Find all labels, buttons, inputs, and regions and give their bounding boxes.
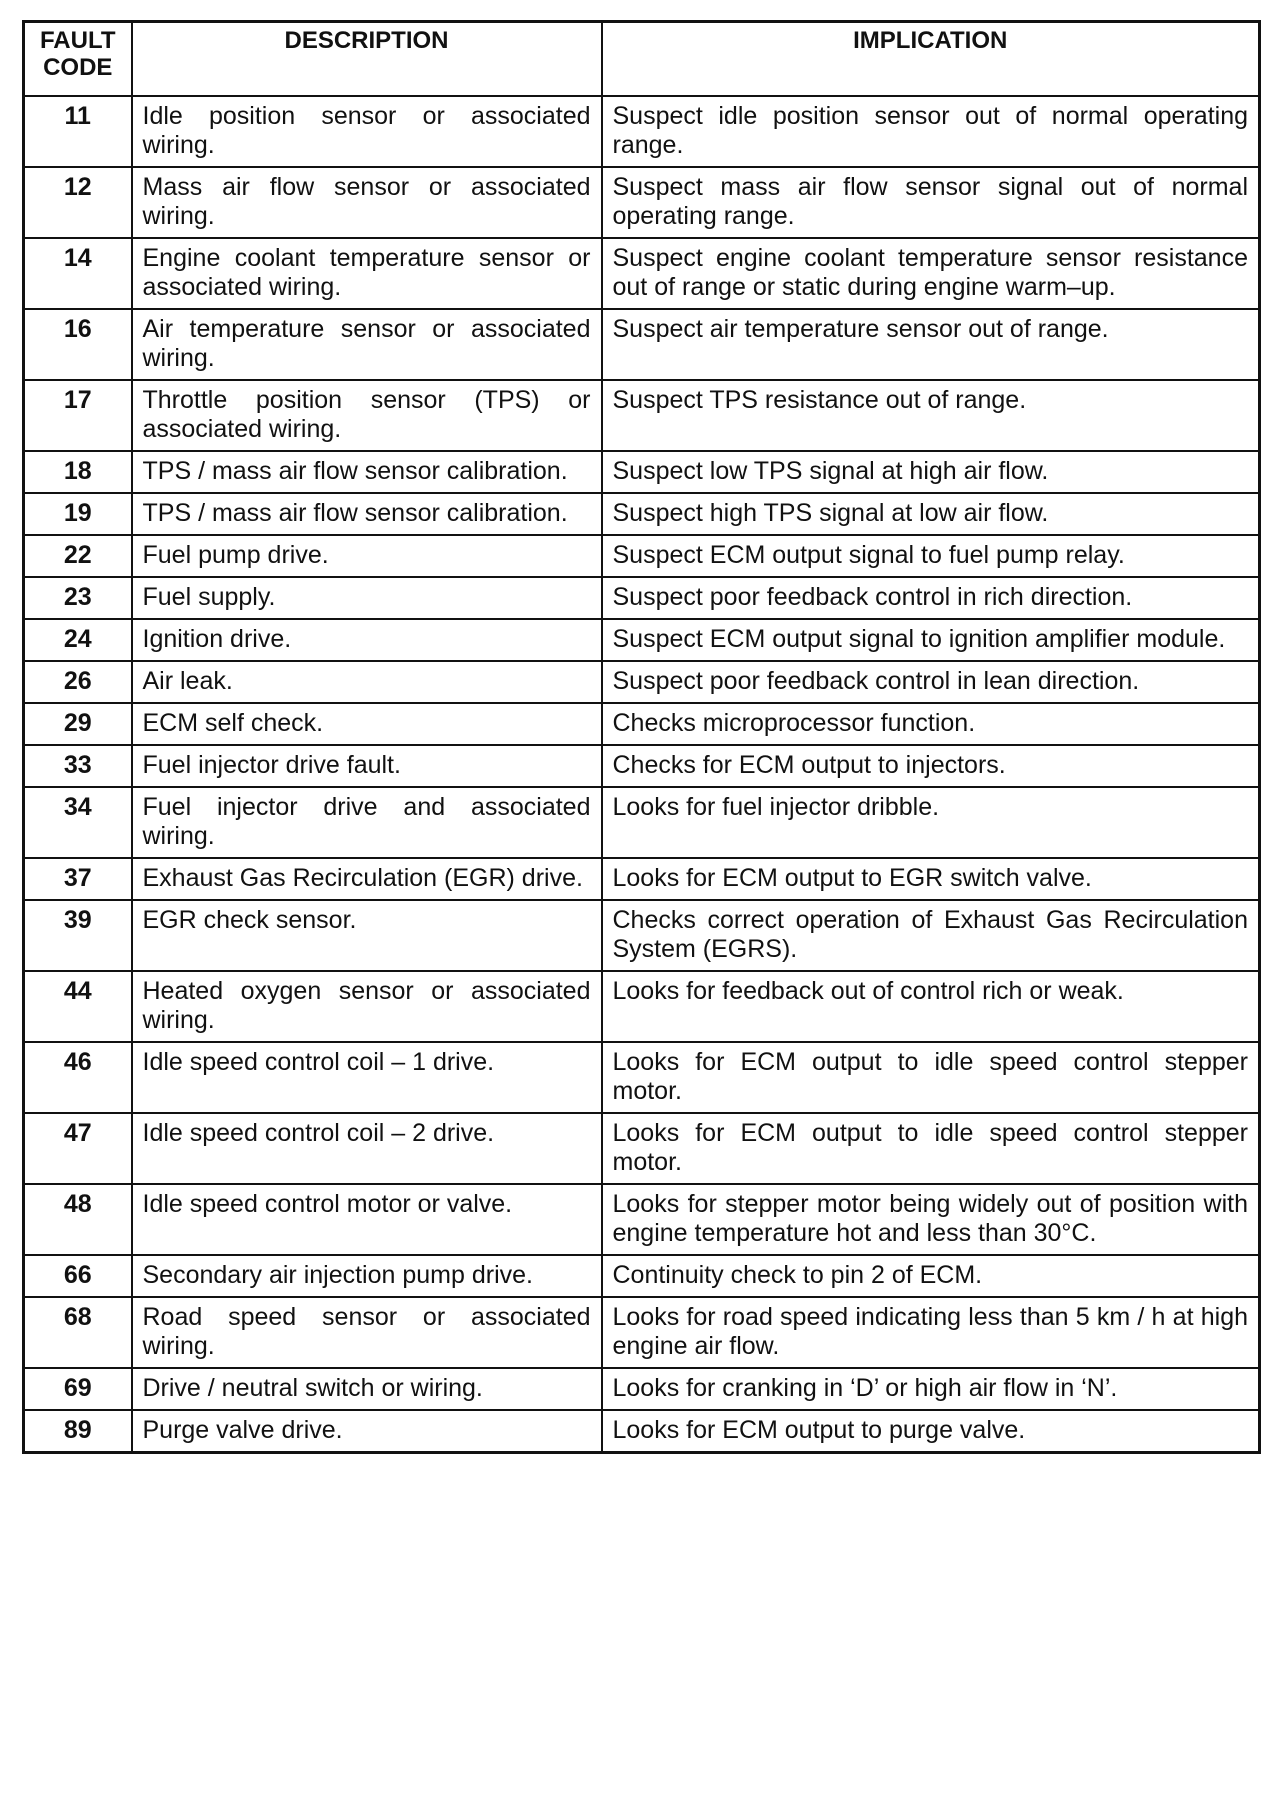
table-row bbox=[24, 900, 1260, 971]
fault-code-cell: 19 bbox=[24, 493, 132, 535]
implication-cell: Suspect idle position sensor out of normal operating range. bbox=[602, 96, 1260, 167]
fault-code-cell: 26 bbox=[24, 661, 132, 703]
description-cell: Air leak. bbox=[132, 661, 602, 703]
table-row bbox=[24, 745, 1260, 787]
implication-cell: Suspect ECM output signal to fuel pump relay. bbox=[602, 535, 1260, 577]
fault-code-header bbox=[24, 22, 132, 97]
description-cell: EGR check sensor. bbox=[132, 900, 602, 971]
table-header-row bbox=[24, 22, 1260, 97]
description-cell: Road speed sensor or associated wiring. bbox=[132, 1297, 602, 1368]
table-row bbox=[24, 96, 1260, 167]
fault-code-cell: 16 bbox=[24, 309, 132, 380]
description-header: DESCRIPTION bbox=[132, 22, 602, 97]
description-cell: Idle position sensor or associated wiring. bbox=[132, 96, 602, 167]
implication-cell: Looks for ECM output to EGR switch valve. bbox=[602, 858, 1260, 900]
implication-cell: Checks correct operation of Exhaust Gas Recirculation System (EGRS). bbox=[602, 900, 1260, 971]
description-cell: Ignition drive. bbox=[132, 619, 602, 661]
description-cell: Mass air flow sensor or associated wiring. bbox=[132, 167, 602, 238]
fault-code-cell: 37 bbox=[24, 858, 132, 900]
fault-code-header-line1: FAULT bbox=[39, 27, 116, 54]
implication-cell: Suspect poor feedback control in lean direction. bbox=[602, 661, 1260, 703]
table-row bbox=[24, 661, 1260, 703]
implication-cell: Looks for ECM output to purge valve. bbox=[602, 1410, 1260, 1453]
description-cell: Secondary air injection pump drive. bbox=[132, 1255, 602, 1297]
implication-cell: Suspect high TPS signal at low air flow. bbox=[602, 493, 1260, 535]
implication-cell: Looks for fuel injector dribble. bbox=[602, 787, 1260, 858]
table-row bbox=[24, 1368, 1260, 1410]
description-cell: Throttle position sensor (TPS) or associated wiring. bbox=[132, 380, 602, 451]
fault-code-rows bbox=[24, 96, 1260, 1453]
description-cell: Idle speed control coil – 2 drive. bbox=[132, 1113, 602, 1184]
fault-code-cell: 12 bbox=[24, 167, 132, 238]
table-row bbox=[24, 1255, 1260, 1297]
description-cell: ECM self check. bbox=[132, 703, 602, 745]
implication-header: IMPLICATION bbox=[602, 22, 1260, 97]
table-row bbox=[24, 493, 1260, 535]
description-cell: Fuel injector drive and associated wiring. bbox=[132, 787, 602, 858]
fault-code-cell: 34 bbox=[24, 787, 132, 858]
implication-cell: Suspect engine coolant temperature sensor resistance out of range or static during engine warm–up. bbox=[602, 238, 1260, 309]
implication-cell: Suspect ECM output signal to ignition amplifier module. bbox=[602, 619, 1260, 661]
implication-cell: Looks for feedback out of control rich or weak. bbox=[602, 971, 1260, 1042]
description-cell: TPS / mass air flow sensor calibration. bbox=[132, 451, 602, 493]
description-cell: Air temperature sensor or associated wiring. bbox=[132, 309, 602, 380]
table-row bbox=[24, 1410, 1260, 1453]
fault-code-cell: 46 bbox=[24, 1042, 132, 1113]
fault-code-cell: 66 bbox=[24, 1255, 132, 1297]
table-row bbox=[24, 167, 1260, 238]
implication-cell: Checks microprocessor function. bbox=[602, 703, 1260, 745]
implication-cell: Looks for ECM output to idle speed control stepper motor. bbox=[602, 1042, 1260, 1113]
table-row bbox=[24, 1184, 1260, 1255]
description-cell: Fuel pump drive. bbox=[132, 535, 602, 577]
description-cell: Heated oxygen sensor or associated wiring. bbox=[132, 971, 602, 1042]
table-row bbox=[24, 380, 1260, 451]
fault-code-cell: 22 bbox=[24, 535, 132, 577]
table-row bbox=[24, 577, 1260, 619]
table-row bbox=[24, 535, 1260, 577]
fault-code-cell: 69 bbox=[24, 1368, 132, 1410]
fault-code-cell: 29 bbox=[24, 703, 132, 745]
implication-cell: Suspect air temperature sensor out of range. bbox=[602, 309, 1260, 380]
description-cell: Drive / neutral switch or wiring. bbox=[132, 1368, 602, 1410]
table-row bbox=[24, 451, 1260, 493]
table-row bbox=[24, 238, 1260, 309]
fault-code-cell: 68 bbox=[24, 1297, 132, 1368]
implication-cell: Suspect low TPS signal at high air flow. bbox=[602, 451, 1260, 493]
fault-code-cell: 17 bbox=[24, 380, 132, 451]
description-cell: Fuel injector drive fault. bbox=[132, 745, 602, 787]
fault-code-cell: 23 bbox=[24, 577, 132, 619]
implication-cell: Suspect mass air flow sensor signal out of normal operating range. bbox=[602, 167, 1260, 238]
description-cell: Exhaust Gas Recirculation (EGR) drive. bbox=[132, 858, 602, 900]
implication-cell: Suspect poor feedback control in rich direction. bbox=[602, 577, 1260, 619]
description-cell: TPS / mass air flow sensor calibration. bbox=[132, 493, 602, 535]
table-row bbox=[24, 619, 1260, 661]
description-cell: Idle speed control coil – 1 drive. bbox=[132, 1042, 602, 1113]
description-cell: Fuel supply. bbox=[132, 577, 602, 619]
fault-code-cell: 39 bbox=[24, 900, 132, 971]
table-row bbox=[24, 971, 1260, 1042]
fault-code-sheet bbox=[22, 20, 1258, 1454]
table-row bbox=[24, 309, 1260, 380]
fault-code-cell: 44 bbox=[24, 971, 132, 1042]
description-cell: Purge valve drive. bbox=[132, 1410, 602, 1453]
table-row bbox=[24, 703, 1260, 745]
fault-code-cell: 14 bbox=[24, 238, 132, 309]
table-row bbox=[24, 858, 1260, 900]
table-row bbox=[24, 1297, 1260, 1368]
fault-code-header-line2: CODE bbox=[43, 54, 113, 81]
implication-cell: Looks for ECM output to idle speed control stepper motor. bbox=[602, 1113, 1260, 1184]
implication-cell: Suspect TPS resistance out of range. bbox=[602, 380, 1260, 451]
description-cell: Engine coolant temperature sensor or associated wiring. bbox=[132, 238, 602, 309]
table-row bbox=[24, 1113, 1260, 1184]
table-row bbox=[24, 1042, 1260, 1113]
implication-cell: Looks for road speed indicating less than 5 km / h at high engine air flow. bbox=[602, 1297, 1260, 1368]
implication-cell: Looks for stepper motor being widely out of position with engine temperature hot and less than 30°C. bbox=[602, 1184, 1260, 1255]
implication-cell: Continuity check to pin 2 of ECM. bbox=[602, 1255, 1260, 1297]
implication-cell: Checks for ECM output to injectors. bbox=[602, 745, 1260, 787]
description-cell: Idle speed control motor or valve. bbox=[132, 1184, 602, 1255]
fault-code-cell: 18 bbox=[24, 451, 132, 493]
fault-code-cell: 47 bbox=[24, 1113, 132, 1184]
fault-code-cell: 48 bbox=[24, 1184, 132, 1255]
fault-code-cell: 89 bbox=[24, 1410, 132, 1453]
fault-code-cell: 11 bbox=[24, 96, 132, 167]
fault-code-table bbox=[22, 20, 1261, 1454]
implication-cell: Looks for cranking in ‘D’ or high air flow in ‘N’. bbox=[602, 1368, 1260, 1410]
fault-code-cell: 33 bbox=[24, 745, 132, 787]
fault-code-cell: 24 bbox=[24, 619, 132, 661]
table-row bbox=[24, 787, 1260, 858]
